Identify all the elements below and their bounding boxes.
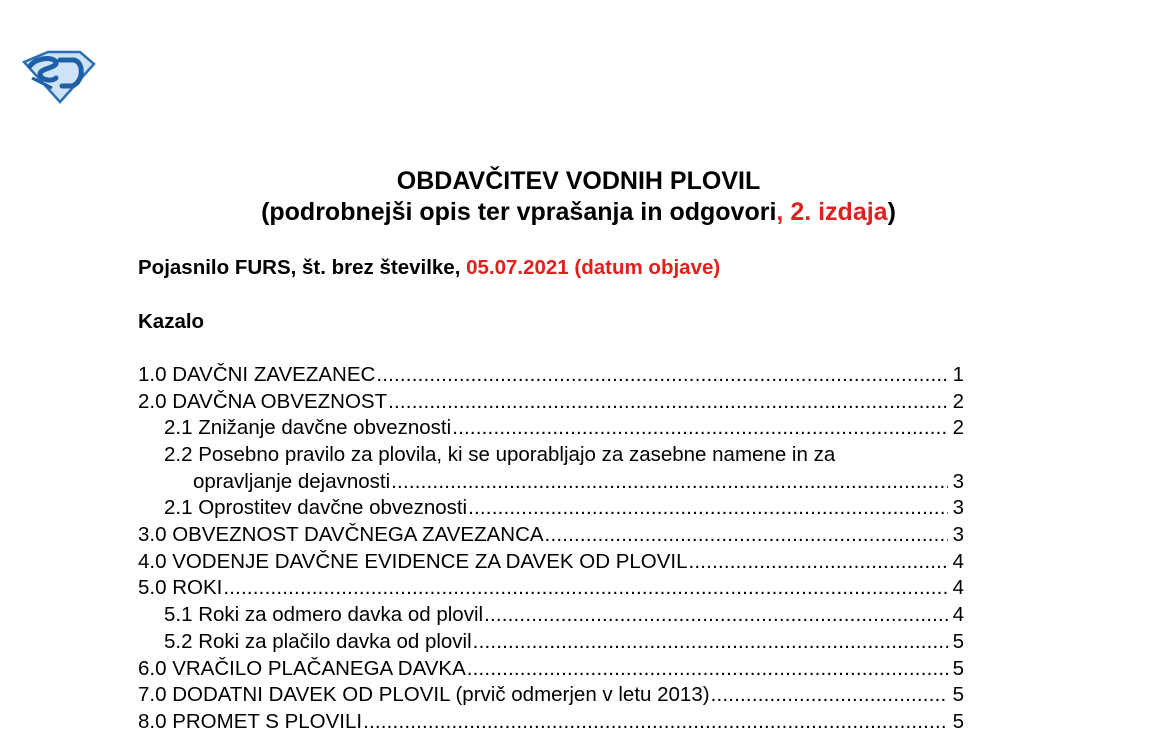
toc-entry[interactable]: [138, 442, 964, 469]
subtitle-text: (podrobnejši opis ter vprašanja in odgovori: [261, 198, 777, 226]
toc-entry-page: 2: [952, 389, 964, 413]
toc-entry-page: 3: [952, 496, 964, 520]
toc-entry[interactable]: [138, 362, 964, 389]
toc-entry-page: 2: [952, 416, 964, 440]
title-line-1: OBDAVČITEV VODNIH PLOVIL: [396, 167, 761, 195]
toc-entry-label: 1.0 DAVČNI ZAVEZANEC: [138, 362, 376, 386]
table-of-contents: [138, 362, 964, 736]
toc-entry-label: 5.0 ROKI: [138, 576, 223, 600]
toc-leader: [545, 522, 948, 549]
toc-entry-page: 5: [952, 656, 964, 680]
toc-entry-page: 4: [952, 549, 964, 573]
toc-leader: [711, 682, 948, 709]
publisher-logo: [22, 48, 96, 104]
toc-leader: [689, 549, 949, 576]
toc-leader: [452, 415, 948, 442]
toc-entry[interactable]: [138, 709, 964, 736]
reference-text: Pojasnilo FURS, št. brez številke,: [138, 256, 467, 279]
toc-leader: [468, 495, 948, 522]
toc-entry[interactable]: [138, 522, 964, 549]
toc-entry-label: 4.0 VODENJE DAVČNE EVIDENCE ZA DAVEK OD PLOVIL: [138, 549, 688, 573]
toc-leader: [473, 629, 948, 656]
toc-entry-label: 2.1 Znižanje davčne obveznosti: [164, 416, 452, 440]
toc-leader: [467, 656, 948, 683]
toc-entry-page: 5: [952, 629, 964, 653]
toc-entry-page: 5: [952, 683, 964, 707]
toc-leader: [391, 469, 948, 496]
toc-entry[interactable]: [138, 576, 964, 603]
toc-entry[interactable]: [138, 549, 964, 576]
toc-entry-label: 8.0 PROMET S PLOVILI: [138, 709, 363, 733]
toc-entry-page: 5: [952, 709, 964, 733]
toc-entry-label: 6.0 VRAČILO PLAČANEGA DAVKA: [138, 656, 466, 680]
toc-entry[interactable]: [138, 656, 964, 683]
edition-label: , 2. izdaja: [776, 198, 888, 226]
toc-entry[interactable]: [138, 495, 964, 522]
toc-entry-page: 4: [952, 603, 964, 627]
toc-entry-label: 3.0 OBVEZNOST DAVČNEGA ZAVEZANCA: [138, 523, 544, 547]
toc-entry-label: 2.2 Posebno pravilo za plovila, ki se uporabljajo za zasebne namene in za: [164, 443, 836, 467]
publication-date: 05.07.2021 (datum objave): [466, 256, 721, 279]
toc-entry[interactable]: [138, 415, 964, 442]
toc-heading: Kazalo: [138, 310, 205, 333]
toc-entry-page: 3: [952, 523, 964, 547]
document-subtitle: [0, 198, 1157, 227]
subtitle-close: ): [887, 198, 896, 226]
toc-entry[interactable]: [138, 629, 964, 656]
toc-entry-label: 5.2 Roki za plačilo davka od plovil: [164, 629, 472, 653]
toc-entry-page: 1: [952, 362, 964, 386]
toc-entry-label: 2.1 Oprostitev davčne obveznosti: [164, 496, 468, 520]
toc-entry[interactable]: [138, 682, 964, 709]
toc-entry-continuation[interactable]: [138, 469, 964, 496]
toc-entry-label: 7.0 DODATNI DAVEK OD PLOVIL (prvič odmerjen v letu 2013): [138, 683, 710, 707]
toc-entry[interactable]: [138, 389, 964, 416]
toc-entry-label: 2.0 DAVČNA OBVEZNOST: [138, 389, 388, 413]
toc-leader: [363, 709, 948, 736]
toc-leader: [223, 575, 948, 602]
document-title: [0, 167, 1157, 196]
toc-leader: [484, 602, 948, 629]
toc-leader: [388, 389, 948, 416]
toc-entry-page: 3: [952, 469, 964, 493]
toc-leader: [376, 362, 948, 389]
toc-entry-label: 5.1 Roki za odmero davka od plovil: [164, 603, 484, 627]
toc-entry-page: 4: [952, 576, 964, 600]
toc-entry[interactable]: [138, 602, 964, 629]
document-reference: [138, 256, 720, 280]
toc-entry-label: opravljanje dejavnosti: [193, 469, 391, 493]
